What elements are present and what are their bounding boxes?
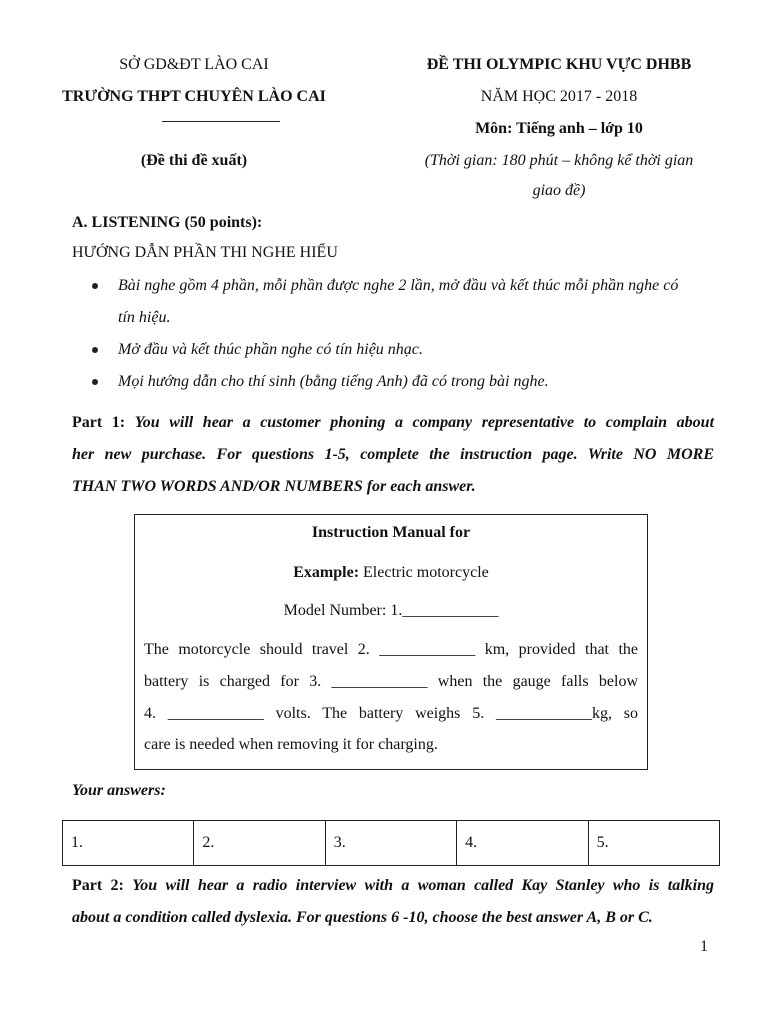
model-number-line: Model Number: 1.____________: [283, 602, 499, 619]
subject: Môn: Tiếng anh – lớp 10: [475, 120, 643, 137]
bullet-text-line1: Mở đầu và kết thúc phần nghe có tín hiệu nhạc.: [118, 341, 423, 358]
section-title: A. LISTENING (50 points):: [72, 214, 263, 231]
answer-cell-2[interactable]: 2.: [194, 821, 325, 866]
table-row: [63, 821, 720, 866]
time-allowance-line2: giao đề): [532, 182, 586, 199]
manual-example: [144, 564, 638, 582]
manual-body-line3: 4. ____________ volts. The battery weighs 5. ____________kg, so: [144, 705, 638, 722]
part1-line1: [72, 414, 714, 432]
exam-title: ĐỀ THI OLYMPIC KHU VỰC DHBB: [426, 56, 692, 73]
part2-line1: [72, 877, 714, 895]
instruction-manual-box: [134, 514, 648, 770]
department-name: SỞ GD&ĐT LÀO CAI: [119, 56, 269, 73]
manual-body-line1: The motorcycle should travel 2. ____________ km, provided that the: [144, 641, 638, 658]
part1-text-line1: You will hear a customer phoning a company representative to complain about: [134, 414, 715, 431]
answer-table: [62, 820, 720, 866]
answer-cell-3[interactable]: 3.: [325, 821, 456, 866]
school-name: TRƯỜNG THPT CHUYÊN LÀO CAI: [62, 88, 326, 105]
bullet-text-line1: Bài nghe gồm 4 phần, mỗi phần được nghe 2 lần, mở đầu và kết thúc mỗi phần nghe có: [118, 277, 679, 294]
manual-body-line2: battery is charged for 3. ____________ when the gauge falls below: [144, 673, 638, 690]
part1-line2: her new purchase. For questions 1-5, complete the instruction page. Write NO MORE: [72, 446, 714, 463]
list-item: [92, 366, 724, 398]
part1-line3: THAN TWO WORDS AND/OR NUMBERS for each answer.: [72, 478, 476, 495]
answer-cell-5[interactable]: 5.: [588, 821, 719, 866]
manual-body-line4: care is needed when removing it for charging.: [144, 736, 438, 753]
answer-cell-1[interactable]: 1.: [63, 821, 194, 866]
part2-label: Part 2:: [72, 877, 124, 894]
answers-label: Your answers:: [72, 782, 166, 799]
example-value: Electric motorcycle: [359, 564, 489, 581]
time-allowance-line1: (Thời gian: 180 phút – không kể thời gian: [424, 152, 694, 169]
bullet-icon: [92, 347, 98, 353]
part2-text-line1: You will hear a radio interview with a woman called Kay Stanley who is talking: [132, 877, 715, 894]
list-item: [92, 270, 724, 334]
bullet-text-line2: tín hiệu.: [118, 309, 171, 326]
bullet-icon: [92, 379, 98, 385]
list-item: [92, 334, 724, 366]
bullet-icon: [92, 283, 98, 289]
part1-label: Part 1:: [72, 414, 126, 431]
proposal-note: (Đề thi đề xuất): [140, 152, 248, 169]
header-divider: [162, 121, 280, 122]
example-label: Example:: [293, 564, 360, 581]
guide-heading: HƯỚNG DẪN PHẦN THI NGHE HIỂU: [72, 244, 338, 261]
part2-line2: about a condition called dyslexia. For questions 6 -10, choose the best answer A, B or C.: [72, 909, 653, 926]
manual-title: Instruction Manual for: [311, 524, 471, 541]
school-year: NĂM HỌC 2017 - 2018: [480, 88, 638, 105]
page-number: 1: [700, 938, 708, 955]
answer-cell-4[interactable]: 4.: [457, 821, 588, 866]
bullet-text-line1: Mọi hướng dẫn cho thí sinh (bằng tiếng Anh) đã có trong bài nghe.: [118, 373, 549, 390]
